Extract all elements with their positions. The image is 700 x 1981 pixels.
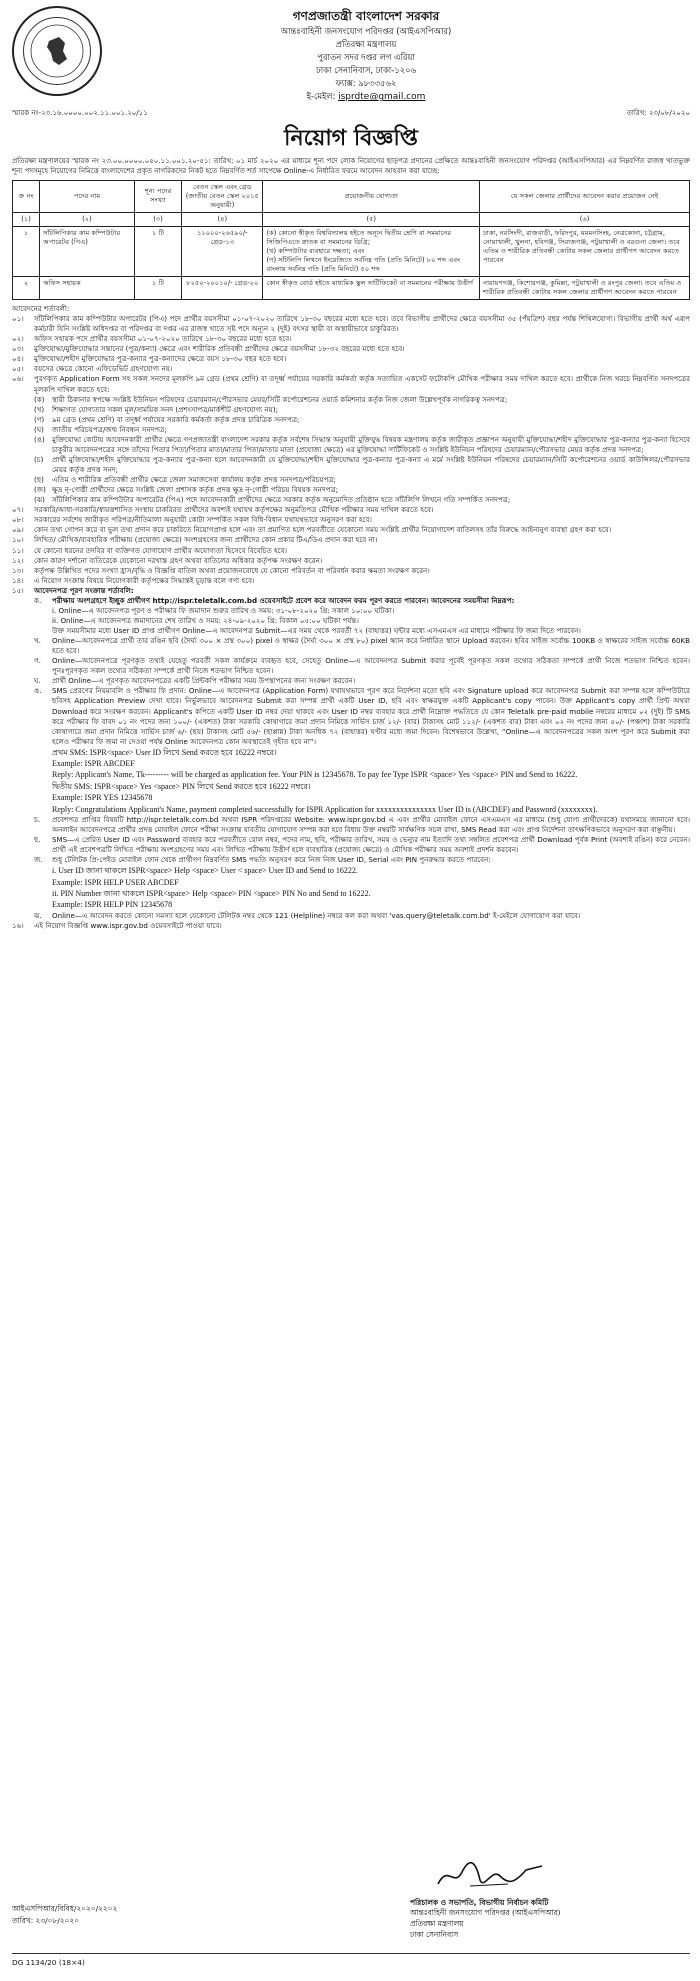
row-scale: ৮২৫০-২০০১০/- গ্রেড-২০ [182, 276, 263, 299]
conditions-list [12, 314, 690, 931]
sub-text: প্রবেশপত্র প্রাপ্তির বিষয়টি http://ispr.teletalk.com.bd অথবা ISPR পরিদপ্তরের Website: www.ispr.gov.bd এ এবং প্রার্থীর মোবাইল ফোনে এসএমএস এর মাধ্যমে (শুধু যোগ্য প্রার্থীদেরকে) যথাসময়ে জানানো হবে। অনলাইন আবেদনপত্রে প্রার্থীর প্রদত্ত মোবাইল ফোনে পরীক্ষা সংক্রান্ত যাবতীয় যোগাযোগ সম্পন্ন করা হবে বিধায় উক্ত নম্বরটি সার্বক্ষণিক সচল রাখা, SMS Read করা এবং প্রাপ্ত নির্দেশনা তাৎক্ষণিকভাবে অনুসরণ করা বাঞ্ছনীয়। [52, 814, 690, 834]
item-number: ১২। [12, 555, 24, 565]
sms-example-1: Example: ISPR ABCDEF [52, 759, 135, 769]
sub-item [12, 455, 690, 475]
sub-text: SMS প্রেরণের নিয়মাবলি ও পরীক্ষার ফি প্রদান: Online—এ আবেদনপত্র (Application Form) যথাযথভাবে পূরণ করে নির্দেশনা মতো ছবি এবং Signature upload করে আবেদনপত্র Submit করা সম্পন্ন হলে কম্পিউটারে ছবিসহ Application Preview দেখা যাবে। নির্ভুলভাবে আবেদনপত্র Submit করা সম্পন্ন প্রার্থী একটি User ID, ছবি এবং স্বাক্ষরযুক্ত একটি Applicant's copy পাবেন। উক্ত Applicant's copy প্রার্থী প্রিন্ট অথবা Download করে সংরক্ষণ করবেন। Applicant's কপিতে একটি User ID নম্বর দেয়া থাকবে এবং User ID নম্বর ব্যবহার করে প্রার্থী নিম্নোক্ত পদ্ধতিতে যে কোন Teletalk pre-paid mobile নম্বরের মাধ্যমে ০২ (দুই) টি SMS করে পরীক্ষার ফি বাবদ ০১ নং পদের জন্য ১০০/- (একশত) টাকা সরকারি কোষাগারে জমা প্রদান নিমিত্তে সার্ভিস চার্জ ১২/- (বার) টাকাসহ মোট ১১২/- (একশত বার) টাকা এবং ০২ নং পদের জন্য ৫০/- (পঞ্চাশ) টাকা সরকারি কোষাগারে জমা প্রদান নিমিত্তে সার্ভিস চার্জ ৬/- (ছয়) টাকাসহ মোট ৫৬/- (ছাপ্পান্ন) টাকা অনধিক ৭২ (বাহাত্তর) ঘণ্টার মধ্যে জমা দিবেন। বিশেষভাবে উল্লেখ্য, “Online—এ আবেদনপত্রের সকল অংশ পূরণ করে Submit করা হলেও পরীক্ষার ফি জমা না দেওয়া পর্যন্ত Online আবেদনপত্র কোন অবস্থাতেই গৃহীত হবে না”। [52, 686, 690, 746]
sub-item [12, 395, 690, 405]
sub-number: (গ) [34, 414, 45, 424]
sub-text: মুক্তিযোদ্ধা কোটায় আবেদনকারী প্রার্থীর ক্ষেত্রে গণপ্রজাতন্ত্রী বাংলাদেশ সরকার কর্তৃক সর্বশেষ সিদ্ধান্ত অনুযায়ী মুক্তিযুদ্ধ বিষয়ক মন্ত্রণালয় কর্তৃক জারীকৃত প্রজ্ঞাপন অনুযায়ী মুক্তিযোদ্ধা/শহীদ মুক্তিযোদ্ধার পুত্র-কন্যার পুত্র-কন্যা হিসেবে চাকুরীর আবেদনপত্রের সঙ্গে তাঁদের পিতার পিতা/পিতার মাতা/মাতার পিতা/মাতার মাতা (প্রযোজ্য ক্ষেত্রে) এর মুক্তিযোদ্ধা সার্টিফিকেট ও সংশ্লিষ্ট ইউনিয়ন পরিষদের চেয়ারম্যান/পৌরসভার মেয়র কর্তৃক প্রদত্ত সনদপত্র; [52, 434, 690, 454]
row-qualification [263, 276, 480, 299]
row-districts: ঢাকা, নরসিংদী, রাজবাড়ী, ফরিদপুর, ময়মনসিংহ, নেত্রকোনা, চট্টগ্রাম, নোয়াখালী, খুলনা, হবিগঞ্জ, সিরাজগঞ্জ, পটুয়াখালী ও বরগুনা জেলা। তবে এতিম ও শারীরিক প্রতিবন্ধী কোটায় সকল জেলার প্রার্থীগণ আবেদন করতে পারবেন [480, 226, 690, 276]
item-text: মুক্তিযোদ্ধা/মুক্তিযোদ্ধার সন্তানের (পুত্র/কন্যা) ক্ষেত্রে এবং শারীরিক প্রতিবন্ধী প্রার্থীদের ক্ষেত্রে বয়সসীমা ১৮-৩২ বছরের মধ্যে হতে হবে। [34, 344, 405, 354]
schedule-start: i. Online—এ আবেদনপত্র পূরণ ও পরীক্ষার ফি জমাদান শুরুর তারিখ ও সময়: ৩১-০৮-২০২০ খ্রি: সকাল ১০:০০ ঘটিকা। [52, 605, 395, 615]
sub-text: সাঁটলিপিকার কাম কম্পিউটার অপারেটর (পিএ) পদে আবেদনকারী প্রার্থীদের ক্ষেত্রে সরকার কর্তৃক অনুমোদিত প্রতিষ্ঠান হতে সাঁটলিপি লিখনে গতি সম্পর্কিত সনদপত্র; [52, 495, 511, 505]
fee-deadline-note: উক্ত সময়সীমার মধ্যে User ID প্রাপ্ত প্রার্থীগণ Online—এ আবেদনপত্র Submit—এর সময় থেকে পরবর্তী ৭২ (বাহাত্তর) ঘন্টার মধ্যে এসএমএস এর মাধ্যমে পরীক্ষার ফি জমা দিতে পারবেন। [52, 626, 581, 636]
signatory-department: আন্তঃবাহিনী জনসংযোগ পরিদপ্তর (আইএসপিআর) [410, 1908, 561, 1918]
sub-number: গ. [34, 656, 41, 666]
schedule-end: ii. Online—এ আবেদনপত্র জমাদানের শেষ তারিখ ও সময়: ২৪-০৯-২০২০ খ্রি: বিকাল ০৫:০০ ঘটিকা পর্যন্ত। [52, 615, 359, 625]
email-line [42, 90, 690, 105]
sub-text: জাতীয় পরিচয়পত্র/জন্ম নিবন্ধন সনদপত্র; [52, 424, 167, 434]
sub-item [12, 475, 690, 485]
table-row [13, 276, 690, 299]
row-serial: ১ [13, 226, 40, 276]
sub-text: শুধু টেলিটক প্রি-পেইড মোবাইল ফোন থেকে প্রার্থীগণ নিম্নবর্ণিত SMS পদ্ধতি অনুসরণ করে নিজ নিজ User ID, Serial এবং PIN পুনরুদ্ধার করতে পারবেন: [52, 855, 491, 865]
sub-number: ছ. [34, 835, 41, 845]
item-number: ০৪। [12, 354, 24, 364]
sub-text: Online—আবেদনপত্রে প্রার্থী তার রঙিন ছবি (দৈর্ঘ্য ৩০০ × প্রস্থ ৩০০) pixel ও স্বাক্ষর (দৈর্ঘ্য ৩০০ × প্রস্থ ৮০) pixel স্ক্যান করে নির্ধারিত স্থানে Upload করবেন। ছবির সাইজ সর্বোচ্চ 100KB ও স্বাক্ষরের সাইজ সর্বোচ্চ 60KB হতে হবে। [52, 636, 690, 656]
divider [12, 1953, 690, 1954]
list-item [12, 354, 690, 364]
item-number: ১১। [12, 545, 24, 555]
sub-item [12, 835, 690, 855]
item-number: ১৫। [12, 585, 24, 595]
sub-number: চ. [34, 814, 41, 824]
item-number: ১৪। [12, 575, 24, 585]
sub-text: Online—আবেদনপত্রে পূরণকৃত তথ্যই যেহেতু পরবর্তী সকল কার্যক্রমে ব্যবহৃত হবে, সেহেতু Online—এ আবেদনপত্র Submit করার পূর্বেই পূরণকৃত সকল তথ্যের সঠিকতা সম্পর্কে প্রার্থী নিজে শতভাগ নিশ্চিত হবেন। পুনঃপূরণকৃত সকল তথ্যের সঠিকতা সম্পর্কে প্রার্থী নিজে শতভাগ নিশ্চিত হবেন। [52, 656, 690, 676]
item-number: ১০। [12, 535, 24, 545]
row-serial: ২ [13, 276, 40, 299]
row-scale: ১১০০০-২৬৫৯০/- গ্রেড-১৩ [182, 226, 263, 276]
header-post: পদের নাম [40, 180, 135, 212]
page-title: নিয়োগ বিজ্ঞপ্তি [284, 125, 418, 151]
index-cell: (৩) [134, 212, 181, 226]
ministry-name: প্রতিরক্ষা মন্ত্রণালয় [335, 39, 397, 50]
list-item [12, 374, 690, 394]
table-row [13, 226, 690, 276]
item-text: সরকারের সর্বশেষ জারীকৃত পরিপত্র/নীতিমালা অনুযায়ী কোটা সম্পর্কিত সকল বিধি-বিধান যথাযথভাবে অনুসরণ করা হবে। [34, 515, 372, 525]
index-cell: (১) [13, 212, 40, 226]
sub-item [12, 415, 690, 425]
qualification-item: (ক) কোনো স্বীকৃত বিশ্ববিদ্যালয় হইতে অন্যূন দ্বিতীয় শ্রেণি বা সমমানের সিজিপিএতে স্নাতক বা সমমানের ডিগ্রি; [266, 228, 452, 246]
item-number: ০২। [12, 334, 24, 344]
sub-text: এতিম ও শারীরিক প্রতিবন্ধী প্রার্থীর ক্ষেত্রে জেলা সমাজসেবা কার্যালয় কর্তৃক প্রদত্ত সনদপত্র/পরিচয়পত্র; [52, 475, 336, 485]
sub-number: (ক) [34, 394, 45, 404]
row-post: অফিস সহায়ক [40, 276, 135, 299]
sms-example-2: Example: ISPR YES 12345678 [52, 793, 153, 803]
signature-icon [430, 1858, 550, 1894]
index-cell: (৫) [263, 212, 480, 226]
department-name: আন্তঃবাহিনী জনসংযোগ পরিদপ্তর (আইএসপিআর) [280, 26, 452, 37]
signatory-title: পরিচালক ও সভাপতি, বিভাগীয় নির্বাচন কমিটি [410, 1897, 549, 1907]
sub-item [12, 636, 690, 656]
sub-item [12, 485, 690, 495]
index-cell: (২) [40, 212, 135, 226]
sms-reply-1: Reply: Applicant's Name, Tk--------- will be charged as application fee. Your PIN is 12345678. To pay fee Type ISPR <space> Yes <space> PIN and Send to 16222. [52, 770, 578, 780]
intro-paragraph: প্রতিরক্ষা মন্ত্রণালয়ের স্মারক নং ২৩.০০.০০০০.০৫০.১১.০০১.২০-৫১: তারিখ: ০১ মার্চ ২০২০ এর মাধ্যমে শূন্য পদে লোক নিয়োগের ছাড়পত্র প্রদানের প্রেক্ষিতে আন্তঃবাহিনী জনসংযোগ পরিদপ্তর (আইএসপিআর) এর নিম্নবর্ণিত রাজস্ব খাতভুক্ত শূন্য পদসমূহে নিয়োগের নিমিত্তে বাংলাদেশের প্রকৃত নাগরিকদের নিকট হতে নিম্নবর্ণিত শর্ত সাপেক্ষে Online-এ নির্ধারিত ফরমে আবেদন আহবান করা যাচ্ছে: [12, 157, 690, 176]
sub-number: (চ) [34, 454, 44, 464]
list-item [12, 576, 690, 586]
sub-number: (ছ) [34, 475, 44, 485]
item-text: লিখিত/ মৌখিক/ব্যবহারিক পরীক্ষায় (প্রযোজ্য ক্ষেত্রে) অংশগ্রহণের জন্য প্রার্থীদের কোন প্রকার টিএ/ডিএ প্রদান করা হবে না। [34, 535, 378, 545]
sub-number: (জ) [34, 485, 46, 495]
index-cell: (৪) [182, 212, 263, 226]
sub-text: শিক্ষাগত যোগ্যতার সকল মূল/সাময়িক সনদ (প্রশংসাপত্র/মার্কশীট গ্রহণযোগ্য নয়); [52, 404, 278, 414]
sub-number: (ঙ) [34, 434, 45, 444]
header-scale: বেতন স্কেল এবং গ্রেড (জাতীয় বেতন স্কেল ২০১৫ অনুযায়ী) [182, 180, 263, 212]
list-item [12, 515, 690, 525]
sub-number: খ. [34, 636, 41, 646]
list-item [12, 505, 690, 515]
sub-text: প্রার্থী মুক্তিযোদ্ধা/শহীদ মুক্তিযোদ্ধার পুত্র-কন্যার পুত্র-কন্যা হলে আবেদনকারী যে মুক্তিযোদ্ধা/শহীদ মুক্তিযোদ্ধার পুত্র-কন্যার পুত্র-কন্যা এ মর্মে সংশ্লিষ্ট ইউনিয়ন পরিষদের চেয়ারম্যান/সিটি কর্পোরেশনের ওয়ার্ড কাউন্সিলর/পৌরসভার মেয়র কর্তৃক প্রদত্ত সনদ; [52, 454, 690, 475]
sub-item [12, 815, 690, 835]
address-line-1: পুরাতন সদর দপ্তর লগ এরিয়া [317, 52, 415, 63]
item-text: পুরণকৃত Application Form সহ সকল সনদের মূলকপি ৯ম গ্রেড (প্রথম শ্রেণি) বা তদূর্ধ্ব পর্যায়ের সরকারি কর্মকর্তা কর্তৃক সত্যায়িত একসেট ফটোকপি মৌখিক পরীক্ষার সময় দাখিল করতে হবে। প্রার্থীকে নিজ খরচে নিম্নবর্ণিত সনদপত্রের মূলকপি দাখিল করতে হবে: [34, 374, 690, 394]
item-text: সাঁটলিপিকার কাম কম্পিউটার অপারেটর (পিএ) পদে প্রার্থীর বয়সসীমা ০১-০৭-২০২০ তারিখে ১৮-৩০ বছরের মধ্যে হতে হবে। তবে বিভাগীয় প্রার্থীদের ক্ষেত্রে বয়সসীমা ৩৫ (পঁয়ত্রিশ) বছর পর্যন্ত শিথিলযোগ্য। বিভাগীয় প্রার্থী অর্থ এরূপ কর্মচারী যিনি সংশ্লিষ্ট অধিদপ্তর বা পরিদপ্তর বা দপ্তর এর রাজস্ব খাতে সৃষ্ট পদে অন্যূন ২ (দুই) বৎসর স্থায়ী বা অস্থায়ীভাবে চাকুরিরত। [34, 314, 690, 334]
list-item [12, 586, 690, 596]
government-name: গণপ্রজাতন্ত্রী বাংলাদেশ সরকার [292, 9, 440, 23]
sub-item [12, 676, 690, 686]
header-count: শূন্য পদের সংখ্যা [134, 180, 181, 212]
dg-code: DG 1134/20 (18×4) [12, 1958, 85, 1967]
item-text: কর্তৃপক্ষ উল্লিখিত পদের সংখ্যা হ্রাস/বৃদ্ধি ও বিজ্ঞপ্তি বাতিল অথবা প্রয়োজনবোধে যে কোনো পরিবর্তন বা পরিবর্ধন করার ক্ষমতা সংরক্ষণ করেন। [34, 565, 430, 575]
sub-number: জ. [34, 855, 43, 865]
item-number: ০৬। [12, 374, 24, 384]
item-text: বয়সের ক্ষেত্রে কোনো এফিডেভিট গ্রহণযোগ্য নয়। [34, 364, 173, 374]
item-text: মুক্তিযোদ্ধা/শহীদ মুক্তিযোদ্ধার পুত্র-কন্যার পুত্র-কন্যাদের ক্ষেত্রে বয়স ১৮-৩০ বছর হতে হবে। [34, 354, 287, 364]
signatory-location: ঢাকা সেনানিবাস [410, 1929, 459, 1939]
conditions-heading: আবেদনের শর্তাবলী: [12, 304, 70, 314]
list-item [12, 546, 690, 556]
item-text: অফিস সহায়ক পদে প্রার্থীর বয়সসীমা ০১-০৭-২০২০ তারিখে ১৮-৩০ বছরের মধ্যে হতে হবে। [34, 334, 292, 344]
row-count: ১ টি [134, 226, 181, 276]
item-number: ০৫। [12, 364, 24, 374]
qualification-item: কোন স্বীকৃত বোর্ড হইতে মাধ্যমিক স্কুল সার্টিফিকেট বা সমমানের পরীক্ষায় উত্তীর্ণ [266, 278, 474, 287]
list-item [12, 344, 690, 354]
sub-item [12, 495, 690, 505]
list-item [12, 535, 690, 545]
sub-text: প্রার্থী Online—এ পূরণকৃত আবেদনপত্রের একটি প্রিন্টকপি পরীক্ষার সময় উপস্থাপনের জন্য সংরক্ষণ করবেন। [52, 676, 356, 686]
recover-user-id: i. User ID জানা থাকলে ISPR<space> Help <space> User < space> User ID and Send to 16222. [52, 866, 358, 876]
qualification-item: (খ) কম্পিউটার ব্যবহারে দক্ষতা; এবং [266, 246, 365, 255]
item-text: কোন তথ্য গোপন করে বা ভুল তথ্য প্রদান করে চাকরিতে নিয়োগপ্রাপ্ত হলে এবং তা প্রমাণিত হলে পরবর্তীতে যেকোনো সময় সংশ্লিষ্ট প্রার্থীর নিয়োগাদেশ বাতিলসহ তাঁর বিরুদ্ধে আইনানুগ ব্যবস্থা গ্রহণ করা হবে। [34, 525, 612, 535]
sub-item [12, 596, 690, 606]
item-number: ০৭। [12, 505, 24, 515]
sub-item [12, 911, 690, 921]
sub-text: SMS—এ প্রেরিত User ID এবং Password ব্যবহার করে পরবর্তীতে রোল নম্বর, পদের নাম, ছবি, পরীক্ষার তারিখ, সময় ও ভেন্যুর নাম ইত্যাদি তথ্য সম্বলিত প্রবেশপত্র প্রার্থী Download পূর্বক Print (অবশ্যই রঙিন) করে নেবেন। প্রার্থী এই প্রবেশপত্রটি লিখিত পরীক্ষায় অংশগ্রহণের সময় এবং লিখিত পরীক্ষায় উত্তীর্ণ হলে ব্যবহারিক (প্রযোজ্য ক্ষেত্রে) ও মৌখিক পরীক্ষার সময় অবশ্যই প্রদর্শন করবেন। [52, 835, 690, 855]
signature-block [410, 1858, 660, 1941]
list-item [12, 314, 690, 334]
recover-example-2: Example: ISPR HELP PIN 12345678 [52, 900, 173, 910]
header-qualification: প্রয়োজনীয় যোগ্যতা [263, 180, 480, 212]
memo-date: তারিখ: ২৩/০৮/২০২০ [626, 109, 690, 118]
item-number: ১৩। [12, 565, 24, 575]
item-text: কোন কারণ দর্শানো ব্যতিরেকে যেকোনো দরখাস্ত গ্রহণ অথবা বাতিলের অধিকার কর্তৃপক্ষ সংরক্ষণ করেন। [34, 555, 323, 565]
list-item [12, 566, 690, 576]
email-link[interactable]: isprdte@gmail.com [338, 92, 426, 103]
email-label: ই-মেইল: [306, 91, 339, 102]
recover-pin: ii. PIN Number জানা থাকলে ISPR<space> Help <space> PIN <space> PIN No and Send to 16222. [52, 888, 371, 898]
sub-item [12, 405, 690, 415]
footer-reference [12, 1903, 117, 1927]
item-number: ১৬। [12, 920, 24, 930]
list-item [12, 364, 690, 374]
footer-date: তারিখ: ২৩/০৮/২০২০ [12, 1915, 79, 1925]
item-text: আবেদনপত্র পূরণ সংক্রান্ত শর্তাবলি: [34, 585, 134, 595]
row-districts: নারায়ণগঞ্জ, কিশোরগঞ্জ, কুমিল্লা, পটুয়াখালী ও রংপুর জেলা। তবে এতিম ও শারীরিক প্রতিবন্ধী কোটায় সকল জেলার প্রার্থীগণ আবেদন করতে পারবেন [480, 276, 690, 299]
recover-example-1: Example: ISPR HELP USER ABCDEF [52, 877, 179, 887]
sub-number: ঝ. [34, 910, 42, 920]
item-number: ০১। [12, 314, 24, 324]
row-count: ১ টি [134, 276, 181, 299]
sub-text: পরীক্ষায় অংশগ্রহণে ইচ্ছুক প্রার্থীগণ http://ispr.teletalk.com.bd ওয়েবসাইটে প্রবেশ করে আবেদন ফরম পূরণ করতে পারবেন। আবেদনের সময়সীমা নিম্নরূপ: [52, 595, 515, 605]
sms-step-1: প্রথম SMS: ISPR<space> User ID লিখে Send করতে হবে 16222 নম্বরে। [52, 747, 277, 757]
sub-item [12, 425, 690, 435]
sub-item [12, 855, 690, 865]
sub-number: ঙ. [34, 686, 42, 696]
vacancy-table [12, 180, 690, 301]
index-cell: (৬) [480, 212, 690, 226]
sub-text: স্থায়ী ঠিকানার স্বপক্ষে সংশ্লিষ্ট ইউনিয়ন পরিষদের চেয়ারম্যান/পৌরসভার মেয়র/সিটি কর্পোরেশনের ওয়ার্ড কমিশনার কর্তৃক নিজ জেলা উল্লেখপূর্বক নাগরিকত্ব সনদপত্র; [52, 394, 508, 404]
memo-number: স্মারক নং-২৩.১৬.০০০০.০০২.১১.০০১.২০/১১ [12, 109, 148, 118]
item-text: সরকারি/আধা-সরকারি/স্বায়ত্তশাসিত সংস্থায় চাকরিরত প্রার্থীদের অবশ্যই যথাযথ কর্তৃপক্ষের অনুমতিপত্র মৌখিক পরীক্ষার সময় দাখিল করতে হবে। [34, 505, 434, 515]
sub-item [12, 435, 690, 455]
sub-item [12, 656, 690, 676]
item-text: যে কোনো ধরনের তদবির বা ব্যক্তিগত যোগাযোগ প্রার্থীর অযোগ্যতা হিসেবে বিবেচিত হবে। [34, 545, 288, 555]
list-item [12, 556, 690, 566]
sub-text: ৯ম গ্রেড (প্রথম শ্রেণি) বা তদূর্ধ্ব পর্যায়ের সরকারি কর্মকর্তা কর্তৃক প্রদত্ত চারিত্রিক সনদপত্র; [52, 414, 300, 424]
item-number: ০৩। [12, 344, 24, 354]
table-header-row [13, 180, 690, 212]
sms-reply-2: Reply: Congratulations Applicant's Name, payment completed successfully for ISPR Application for xxxxxxxxxxxxxxx User ID is (ABCDEF) and Password (xxxxxxxx). [52, 804, 598, 814]
item-text: এই নিয়োগ বিজ্ঞপ্তি www.ispr.gov.bd ওয়েবসাইটে পাওয়া যাবে। [34, 920, 222, 930]
item-text: এ নিয়োগ সংক্রান্ত বিষয়ে নিয়োগকারী কর্তৃপক্ষের সিদ্ধান্তই চূড়ান্ত বলে গণ্য হবে। [34, 575, 255, 585]
header-districts: যে সকল জেলার প্রার্থীদের আবেদন করার প্রয়োজন নেই [480, 180, 690, 212]
sub-item [12, 686, 690, 746]
item-number: ০৮। [12, 515, 24, 525]
list-item [12, 921, 690, 931]
letterhead [12, 8, 690, 105]
list-item [12, 525, 690, 535]
item-number: ০৯। [12, 525, 24, 535]
row-post: সাঁটলিপিকার কাম কম্পিউটার অপারেটর (পিএ) [40, 226, 135, 276]
list-item [12, 334, 690, 344]
sms-step-2: দ্বিতীয় SMS: ISPR<space> Yes <space> PIN লিখে Send করতে হবে 16222 নম্বরে। [52, 781, 311, 791]
sub-text: ক্ষুদ্র নৃ-গোষ্ঠী প্রার্থীদের ক্ষেত্রে সংশ্লিষ্ট জেলা প্রশাসক কর্তৃক প্রদত্ত ক্ষুদ্র নৃ-গোষ্ঠী পরিচয় বিষয়ক সনদপত্র; [52, 485, 339, 495]
address-line-2: ঢাকা সেনানিবাস, ঢাকা-১২০৬ [315, 65, 417, 76]
table-index-row [13, 212, 690, 226]
qualification-item: (গ) সাঁটলিপি লিখনে ইংরেজিতে সর্বনিম্ন গতি (প্রতি মিনিটে) ৮০ শব্দ এবং বাংলায় সর্বনিম্ন গতি (প্রতি মিনিটে) ৫০ শব্দ [266, 255, 461, 273]
sub-number: (খ) [34, 404, 45, 414]
fax-number: ফ্যাক্স: ৯৮৩৩৫৬২ [335, 78, 397, 89]
header-serial: ক্র নং [13, 180, 40, 212]
sub-number: ঘ. [34, 676, 41, 686]
sub-number: (ঝ) [34, 495, 45, 505]
government-seal-icon [12, 6, 102, 96]
sub-text: Online—এ আবেদন করতে কোনো সমস্যা হলে যেকোনো টেলিটক নম্বর থেকে 121 (Helpline) নম্বরে কল করা অথবা 'vas.query@teletalk.com.bd' ই-মেইলে যোগাযোগ করা যাবে। [52, 910, 581, 920]
reference-line [12, 109, 690, 119]
sub-number: (ঘ) [34, 424, 44, 434]
sub-number: ক. [34, 595, 42, 605]
footer-ref-number: আইএসপিআর/বিবিধ/২০২০/২২০২ [12, 1904, 118, 1913]
row-qualification [263, 226, 480, 276]
signatory-ministry: প্রতিরক্ষা মন্ত্রণালয় [410, 1919, 464, 1929]
